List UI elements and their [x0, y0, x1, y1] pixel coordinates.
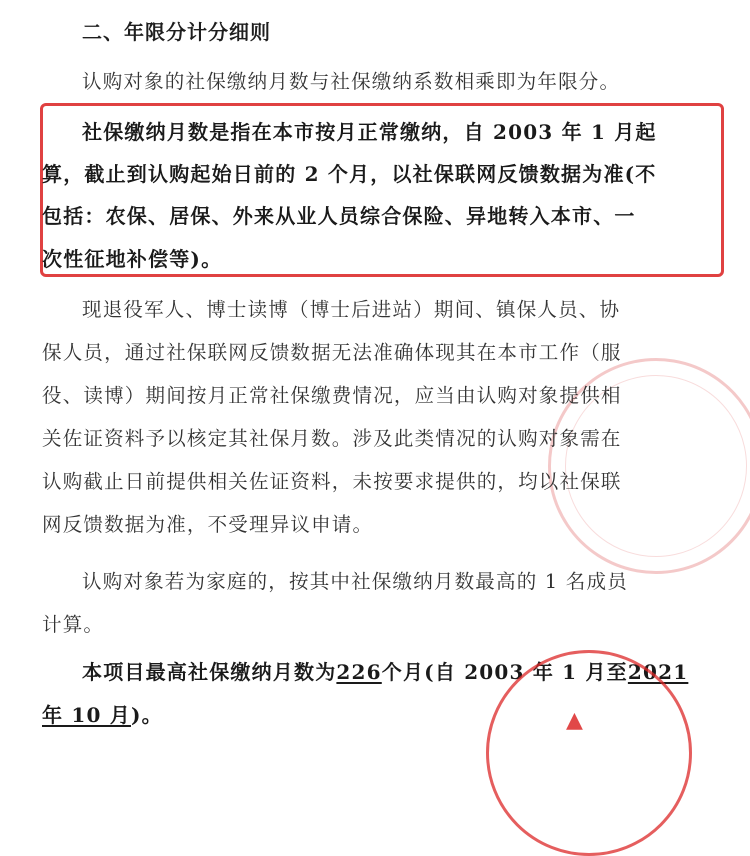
paragraph-line: 保人员，通过社保联网反馈数据无法准确体现其在本市工作（服 [42, 341, 622, 364]
final-line-2 [42, 699, 163, 728]
final-mid: 个月(自 2003 年 1 月至 [381, 660, 628, 684]
paragraph-intro: 认购对象的社保缴纳月数与社保缴纳系数相乘即为年限分。 [82, 70, 621, 93]
paragraph-line: 关佐证资料予以核定其社保月数。涉及此类情况的认购对象需在 [42, 427, 622, 450]
highlight-line-3: 包括：农保、居保、外来从业人员综合保险、异地转入本市、一 [42, 204, 636, 228]
highlight-line-2: 算，截止到认购起始日前的 2 个月，以社保联网反馈数据为准(不 [42, 162, 657, 186]
final-months: 226 [336, 660, 382, 684]
seal-star-icon: ▲ [566, 708, 583, 733]
paragraph-line: 役、读博）期间按月正常社保缴费情况，应当由认购对象提供相 [42, 384, 622, 407]
paragraph-line: 认购对象若为家庭的，按其中社保缴纳月数最高的 1 名成员 [82, 570, 628, 593]
final-line2-date: 年 10 月 [42, 703, 131, 727]
company-seal-stamp [486, 650, 692, 856]
paragraph-line: 网反馈数据为准，不受理异议申请。 [42, 513, 374, 536]
final-prefix: 本项目最高社保缴纳月数为 [82, 660, 337, 684]
final-year: 2021 [627, 660, 689, 684]
paragraph-line: 认购截止日前提供相关佐证资料，未按要求提供的，均以社保联 [42, 470, 622, 493]
paragraph-line: 现退役军人、博士读博（博士后进站）期间、镇保人员、协 [82, 298, 621, 321]
highlight-line-1: 社保缴纳月数是指在本市按月正常缴纳，自 2003 年 1 月起 [82, 120, 657, 144]
section-heading: 二、年限分计分细则 [82, 20, 271, 44]
final-line2-suffix: )。 [130, 703, 163, 727]
highlight-line-4: 次性征地补偿等)。 [42, 247, 223, 271]
paragraph-line: 计算。 [42, 613, 105, 636]
